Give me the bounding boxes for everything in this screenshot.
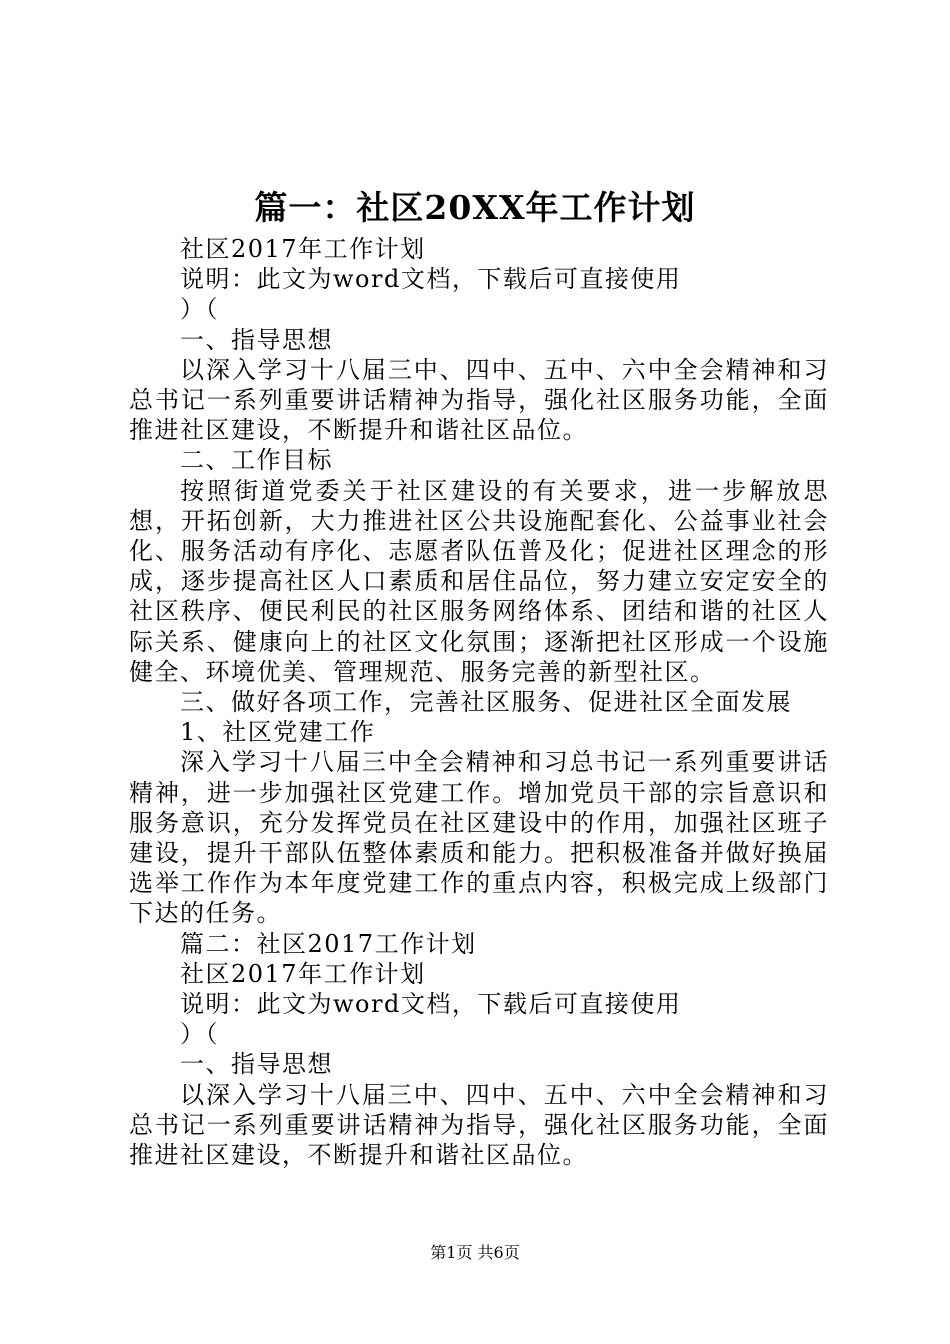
paragraph: 社区2017年工作计划 xyxy=(180,235,426,263)
document-body xyxy=(129,234,829,1170)
paragraph: 以深入学习十八届三中、四中、五中、六中全会精神和习总书记一系列重要讲话精神为指导，强化社区服务功能，全面推进社区建设，不断提升和谐社区品位。 xyxy=(129,1080,829,1170)
paragraph: 以深入学习十八届三中、四中、五中、六中全会精神和习总书记一系列重要讲话精神为指导，强化社区服务功能，全面推进社区建设，不断提升和谐社区品位。 xyxy=(129,355,829,445)
section-heading: 二、工作目标 xyxy=(180,446,333,475)
document-title: 篇一：社区20XX年工作计划 xyxy=(254,188,696,227)
paragraph: 按照街道党委关于社区建设的有关要求，进一步解放思想，开拓创新，大力推进社区公共设施配套化、公益事业社会化、服务活动有序化、志愿者队伍普及化；促进社区理念的形成，逐步提高社区人口素质和居住品位，努力建立安定安全的社区秩序、便民利民的社区服务网络体系、团结和谐的社区人际关系、健康向上的社区文化氛围；逐渐把社区形成一个设施健全、环境优美、管理规范、服务完善的新型社区。 xyxy=(129,476,829,686)
section-heading: 一、指导思想 xyxy=(180,1050,333,1079)
paragraph: 深入学习十八届三中全会精神和习总书记一系列重要讲话精神，进一步加强社区党建工作。增加党员干部的宗旨意识和服务意识，充分发挥党员在社区建设中的作用，加强社区班子建设，提升干部队伍整体素质和能力。把积极准备并做好换届选举工作作为本年度党建工作的重点内容，积极完成上级部门下达的任务。 xyxy=(129,748,829,928)
paragraph: 说明：此文为word文档，下载后可直接使用 xyxy=(180,990,682,1019)
article-heading: 篇二：社区2017工作计划 xyxy=(180,929,477,958)
section-heading: 三、做好各项工作，完善社区服务、促进社区全面发展 xyxy=(180,688,792,717)
paragraph: 社区2017年工作计划 xyxy=(180,959,426,988)
subsection-heading: 1、社区党建工作 xyxy=(180,718,376,747)
paragraph: ）（ xyxy=(180,295,219,324)
paragraph: 说明：此文为word文档，下载后可直接使用 xyxy=(180,265,682,294)
section-heading: 一、指导思想 xyxy=(180,325,333,354)
page-footer: 第1页 共6页 xyxy=(430,1243,520,1262)
paragraph: ）（ xyxy=(180,1020,219,1049)
